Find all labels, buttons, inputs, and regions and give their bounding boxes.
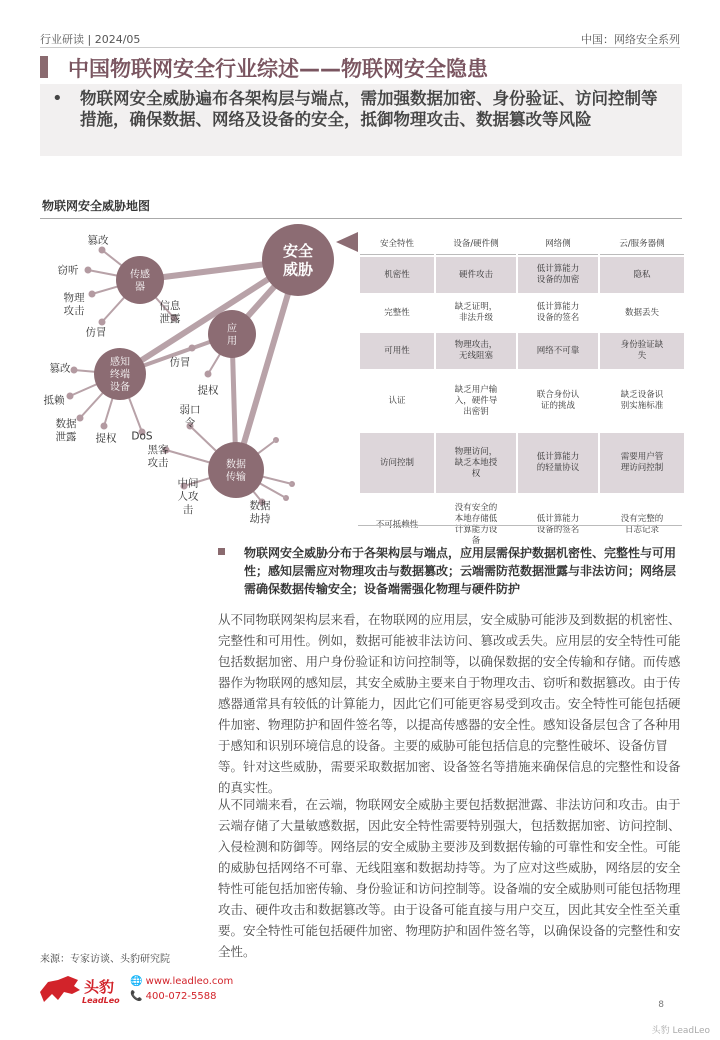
diagram-leaf-dot (71, 367, 78, 374)
header-left: 行业研读 | 2024/05 (40, 33, 141, 46)
diagram-leaf-label: 提权 (95, 432, 117, 445)
diagram-leaf-label: 数据泄露 (55, 418, 77, 444)
table-cell: 低计算能力 设备的签名 (518, 495, 598, 555)
diagram-leaf-dot (67, 393, 74, 400)
table-row-label: 可用性 (360, 333, 434, 369)
diagram-leaf-label: DoS (131, 430, 153, 443)
diagram-hub-label: 感知终端设备 (110, 357, 130, 393)
table-cell: 低计算能力 设备的加密 (518, 257, 598, 293)
leadleo-logo (38, 972, 132, 1012)
diagram-leaf-dot (205, 371, 212, 378)
table-cell: 需要用户管 理访问控制 (600, 433, 684, 493)
diagram-leaf-label: 中间人攻击 (177, 477, 199, 516)
diagram-center-label: 安全威胁 (282, 241, 314, 279)
diagram-hub-label: 数据传输 (226, 459, 246, 483)
threat-table (358, 232, 686, 557)
table-row (360, 433, 684, 493)
map-title-divider (40, 218, 682, 219)
table-row (360, 371, 684, 431)
table-row-label: 不可抵赖性 (360, 495, 434, 555)
map-title: 物联网安全威胁地图 (42, 199, 151, 213)
title-accent-bar (40, 56, 48, 78)
table-cell: 缺乏证明， 非法升级 (436, 295, 516, 331)
source-note: 来源：专家访谈、头豹研究院 (40, 954, 170, 965)
website-link[interactable]: 🌐 www.leadleo.com (130, 976, 234, 987)
diagram-leaf-label: 物理攻击 (63, 292, 85, 318)
header-right: 中国：网络安全系列 (581, 33, 680, 46)
diagram-leaf-label: 仿冒 (85, 326, 107, 339)
table-header-cell: 安全特性 (360, 234, 434, 255)
diagram-leaf-label: 信息泄露 (159, 300, 181, 326)
table-row (360, 333, 684, 369)
diagram-leaf-dot (85, 267, 92, 274)
leopard-icon (38, 972, 82, 1006)
diagram-leaf-dot (189, 345, 196, 352)
table-cell: 没有安全的 本地存储低 计算能力设 备 (436, 495, 516, 555)
table-header-row (360, 234, 684, 255)
diagram-leaf-label: 窃听 (57, 264, 79, 277)
page-title: 中国物联网安全行业综述——物联网安全隐患 (68, 57, 488, 81)
table-row (360, 295, 684, 331)
table-cell: 低计算能力 的轻量协议 (518, 433, 598, 493)
key-point-text: 物联网安全威胁分布于各架构层与端点，应用层需保护数据机密性、完整性与可用性；感知层需应对物理攻击与数据篡改；云端需防范数据泄露与非法访问；网络层需确保数据传输安全；设备端需强化物理与硬件防护 (244, 546, 677, 596)
diagram-leaf-dot (77, 415, 84, 422)
table-cell: 硬件攻击 (436, 257, 516, 293)
table-cell: 数据丢失 (600, 295, 684, 331)
table-cell: 物理攻击， 无线阻塞 (436, 333, 516, 369)
diagram-hub-label: 应用 (227, 323, 237, 347)
diagram-leaf-dot (99, 319, 106, 326)
table-cell: 联合身份认 证的挑战 (518, 371, 598, 431)
table-cell: 缺乏设备识 别实施标准 (600, 371, 684, 431)
header-divider (40, 47, 680, 48)
diagram-leaf-dot (99, 247, 106, 254)
diagram-hub-label: 传感器 (130, 269, 150, 293)
summary-text: 物联网安全威胁遍布各架构层与端点，需加强数据加密、身份验证、访问控制等措施，确保数据、网络及设备的安全，抵御物理攻击、数据篡改等风险 (80, 89, 658, 129)
table-header-cell: 网络侧 (518, 234, 598, 255)
diagram-leaf-label: 仿冒 (169, 356, 191, 369)
diagram-leaf-dot (101, 423, 108, 430)
phone-number: 📞 400-072-5588 (130, 991, 217, 1002)
threat-map-diagram (40, 222, 360, 527)
table-header-cell: 云/服务器侧 (600, 234, 684, 255)
website-text[interactable]: www.leadleo.com (145, 976, 234, 987)
table-cell: 物理访问， 缺乏本地授 权 (436, 433, 516, 493)
watermark: 头豹 LeadLeo (651, 1026, 710, 1036)
diagram-leaf-label: 提权 (197, 384, 219, 397)
diagram-leaf-label: 数据劫持 (249, 500, 271, 526)
table-row-label: 认证 (360, 371, 434, 431)
diagram-leaf-label: 抵赖 (43, 394, 65, 407)
table-row-label: 访问控制 (360, 433, 434, 493)
diagram-leaf-label: 黑客攻击 (147, 444, 169, 470)
table-header-cell: 设备/硬件侧 (436, 234, 516, 255)
phone-text: 400-072-5588 (145, 991, 217, 1002)
logo-en-text: LeadLeo (82, 996, 120, 1005)
table-row-label: 机密性 (360, 257, 434, 293)
diagram-leaf-label: 弱口令 (179, 404, 201, 430)
table-cell: 缺乏用户输 入，硬件导 出密钥 (436, 371, 516, 431)
table-cell: 隐私 (600, 257, 684, 293)
table-cell: 身份验证缺 失 (600, 333, 684, 369)
summary-box (40, 84, 682, 156)
table-cell: 低计算能力 设备的签名 (518, 295, 598, 331)
paragraph-architecture: 从不同物联网架构层来看，在物联网的应用层，安全威胁可能涉及到数据的机密性、完整性和可用性。例如，数据可能被非法访问、篡改或丢失。应用层的安全特性可能包括数据加密、用户身份验证和访问控制等，以确保数据的安全传输和存储。而传感器作为物联网的感知层，其安全威胁主要来自于物理攻击、窃听和数据篡改。由于传感器通常具有较低的计算能力，因此它们可能更容易受到攻击。安全特性可能包括硬件加密、物理防护和固件签名等，以提高传感器的安全性。感知设备层包含了各种用于感知和识别环境信息的设备。主要的威胁可能包括信息的完整性破坏、设备仿冒等。针对这些威胁，需要采取数据加密、设备签名等措施来确保信息的完整性和设备的真实性。 (218, 612, 681, 795)
table-row (360, 257, 684, 293)
paragraph-endpoints: 从不同端来看，在云端，物联网安全威胁主要包括数据泄露、非法访问和攻击。由于云端存储了大量敏感数据，因此安全特性需要特别强大，包括数据加密、访问控制、入侵检测和防御等。网络层的安全威胁主要涉及到数据传输的可靠性和安全性。可能的威胁包括网络不可靠、无线阻塞和数据劫持等。为了应对这些威胁，网络层的安全特性可能包括加密传输、身份验证和访问控制等。设备端的安全威胁则可能包括物理攻击、硬件攻击和数据篡改等。由于设备可能直接与用户交互，因此其安全性至关重要。安全特性可能包括硬件加密、物理防护和固件签名等，以确保设备的完整性和安全性。 (218, 797, 681, 959)
table-row-label: 完整性 (360, 295, 434, 331)
logo-cn-text: 头豹 (84, 978, 115, 996)
table-cell: 网络不可靠 (518, 333, 598, 369)
diagram-pointer (336, 232, 358, 252)
key-point-marker (218, 548, 225, 555)
summary-bullet: • (52, 88, 63, 109)
diagram-leaf-dot (89, 291, 96, 298)
diagram-leaf-label: 篡改 (49, 362, 71, 375)
table-cell: 没有完整的 日志记录 (600, 495, 684, 555)
diagram-leaf-label: 篡改 (87, 234, 109, 247)
page-number: 8 (658, 1000, 664, 1010)
key-point (218, 544, 682, 598)
table-bottom-rule (358, 525, 682, 526)
